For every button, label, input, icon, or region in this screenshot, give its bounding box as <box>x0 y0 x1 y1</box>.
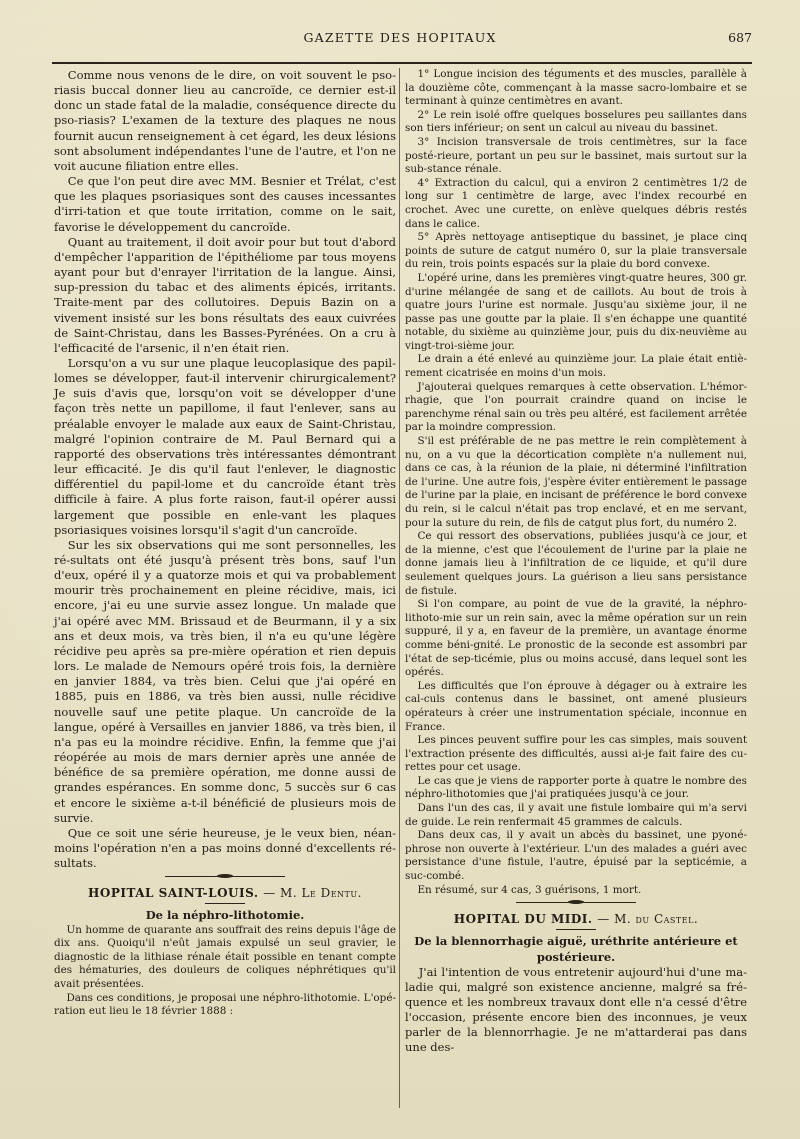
section-separator-rule <box>165 876 285 877</box>
paragraph: Sur les six observations qui me sont personnelles, les ré-sultats ont été jusqu'à présent très bons, sauf l'un d'eux, opéré il y a quatorze mois et qui va probablement mourir très prochainement en pleine récidive, mais, ici encore, j'ai eu une survie assez longue. Un malade que j'ai opéré avec MM. Brissaud et de Beurmann, il y a six ans et deux mois, va très bien, il n'a eu qu'une légère récidive peu après sa pre-mière opération et rien depuis lors. Le malade de Nemours opéré trois fois, la dernière en janvier 1884, va très bien. Celui que j'ai opéré en 1885, puis en 1886, va très bien aussi, nulle récidive nouvelle sauf une petite plaque. Un cancroïde de la langue, opéré à Versailles en janvier 1886, va très bien, il n'a pas eu la moindre récidive. Enfin, la femme que j'ai réopérée au mois de mars dernier après une année de bénéfice de sa première opération, me donne aussi de grandes espérances. En somme donc, 5 succès sur 6 cas et encore le sixième a-t-il bénéficié de plusieurs mois de survie. <box>54 537 396 825</box>
paragraph: Dans ces conditions, je proposai une néphro-lithotomie. L'opé-ration eut lieu le 18 février 1888 : <box>54 991 396 1018</box>
short-rule <box>556 929 596 930</box>
page-number: 687 <box>728 30 752 45</box>
section-subtitle: De la blennorrhagie aiguë, uréthrite antérieure et postérieure. <box>414 934 738 964</box>
paragraph: 1° Longue incision des téguments et des muscles, parallèle à la douzième côte, commençant à la masse sacro-lombaire et se terminant à quinze centimètres en avant. <box>405 68 747 108</box>
paragraph: Un homme de quarante ans souffrait des reins depuis l'âge de dix ans. Quoiqu'il n'eût jamais expulsé un seul gravier, le diagnostic de la lithiase rénale était possible en tenant compte des hématuries, des douleurs de coliques néphrétiques qu'il avait présentées. <box>54 923 396 990</box>
paragraph: J'ajouterai quelques remarques à cette observation. L'hémor-rhagie, que l'on pourrait craindre quand on incise le parenchyme rénal sain ou très peu altéré, est facilement arrêtée par la moindre compression. <box>405 380 747 434</box>
paragraph: En résumé, sur 4 cas, 3 guérisons, 1 mort. <box>417 883 642 896</box>
right-column <box>405 68 747 1056</box>
column-divider <box>399 68 400 1108</box>
paragraph: S'il est préférable de ne pas mettre le rein complètement à nu, on a vu que la décortication complète n'a nullement nui, dans ce cas, à la réunion de la plaie, ni déterminé l'infiltration de l'urine. Une autre fois, j'espère éviter entièrement le passage de l'urine par la plaie, en incisant de préférence le bord convexe du rein, si le calcul n'était pas trop enclavé, et en me servant, pour la suture du rein, de fils de catgut plus fort, du numéro 2. <box>405 435 747 529</box>
section-author: — M. Le Dentu. <box>263 886 362 901</box>
paragraph: Le drain a été enlevé au quinzième jour. La plaie était entiè-rement cicatrisée en moins d'un mois. <box>405 353 747 380</box>
paragraph: 2° Le rein isolé offre quelques bosselures peu saillantes dans son tiers inférieur; on sent un calcul au niveau du bassinet. <box>405 108 747 135</box>
paragraph: L'opéré urine, dans les premières vingt-quatre heures, 300 gr. d'urine mélangée de sang et de caillots. Au bout de trois à quatre jours l'urine est normale. Jusqu'au sixième jour, il ne passe pas une goutte par la plaie. Il s'en échappe une quantité notable, du sixième au quinzième jour, puis du dix-neuvième au vingt-troi-sième jour. <box>405 271 747 352</box>
running-header-title: GAZETTE DES HOPITAUX <box>303 30 497 45</box>
section-heading <box>54 886 396 901</box>
paragraph: Le cas que je viens de rapporter porte à quatre le nombre des néphro-lithotomies que j'ai pratiquées jusqu'à ce jour. <box>405 774 747 801</box>
section-heading <box>405 912 747 927</box>
section-subtitle: De la néphro-lithotomie. <box>145 908 305 923</box>
short-rule <box>205 903 245 904</box>
paragraph: Comme nous venons de le dire, on voit souvent le pso-riasis buccal donner lieu au cancroïde, ce dernier est-il donc un stade fatal de la maladie, conséquence directe du pso-riasis? L'examen de la texture des plaques ne nous fournit aucun renseignement à cet égard, les deux lésions sont absolument indépendantes l'une de l'autre, et l'on ne voit aucune filiation entre elles. <box>54 68 396 173</box>
section-hospital-title: HOPITAL SAINT-LOUIS. <box>88 886 259 901</box>
paragraph: 4° Extraction du calcul, qui a environ 2 centimètres 1/2 de long sur 1 centimètre de large, avec l'index recourbé en crochet. Avec une curette, on enlève quelques débris restés dans le calice. <box>405 176 747 230</box>
paragraph: 3° Incision transversale de trois centimètres, sur la face posté-rieure, portant un peu sur le bassinet, mais surtout sur la sub-stance rénale. <box>405 135 747 176</box>
section-author: — M. du Castel. <box>597 912 699 927</box>
section-separator-rule <box>516 902 636 903</box>
paragraph: Dans deux cas, il y avait un abcès du bassinet, une pyoné-phrose non ouverte à l'extérieur. L'un des malades a guéri avec persistance d'une fistule, l'autre, épuisé par la septicémie, a suc-combé. <box>405 829 747 883</box>
paragraph: Si l'on compare, au point de vue de la gravité, la néphro-lithoto-mie sur un rein sain, avec la même opération sur un rein suppuré, il y a, en faveur de la première, un avantage énorme comme béni-gnité. Le pronostic de la seconde est assombri par l'état de sep-ticémie, plus ou moins accusé, dans lequel sont les opérés. <box>405 598 747 679</box>
paragraph: Que ce soit une série heureuse, je le veux bien, néan-moins l'opération n'en a pas moins donné d'excellents ré-sultats. <box>54 825 396 871</box>
paragraph: Dans l'un des cas, il y avait une fistule lombaire qui m'a servi de guide. Le rein renfermait 45 grammes de calculs. <box>405 802 747 828</box>
section-hospital-title: HOPITAL DU MIDI. <box>453 912 593 927</box>
paragraph: Ce que l'on peut dire avec MM. Besnier et Trélat, c'est que les plaques psoriasiques sont des causes incessantes d'irri-tation et que toute irritation, comme on le sait, favorise le développement du cancroïde. <box>54 174 396 234</box>
paragraph: Lorsqu'on a vu sur une plaque leucoplasique des papil-lomes se développer, faut-il intervenir chirurgicalement? Je suis d'avis que, lorsqu'on voit se développer d'une façon très nette un papillome, il faut l'enlever, sans au préalable envoyer le malade aux eaux de Saint-Christau, malgré l'opinion contraire de M. Paul Bernard qui a rapporté des observations très intéressantes démontrant leur efficacité. Je dis qu'il faut l'enlever, le diagnostic différentiel du papil-lome et du cancroïde étant très difficile à faire. A plus forte raison, faut-il opérer aussi largement que possible en enle-vant les plaques psoriasiques voisines lorsqu'il s'agit d'un cancroïde. <box>54 355 396 537</box>
paragraph: Ce qui ressort des observations, publiées jusqu'à ce jour, et de la mienne, c'est que l'écoulement de l'urine par la plaie ne donne jamais lieu à l'infiltration de ce liquide, et qu'il dure seulement quelques jours. La guérison a lieu sans persistance de fistule. <box>405 530 747 597</box>
header-rule <box>52 62 752 64</box>
paragraph: Les pinces peuvent suffire pour les cas simples, mais souvent l'extraction présente des difficultés, aussi ai-je fait faire des cu-rettes pour cet usage. <box>405 734 747 774</box>
left-column <box>54 68 396 1019</box>
paragraph: Quant au traitement, il doit avoir pour but tout d'abord d'empêcher l'apparition de l'épithéliome par tous moyens ayant pour but d'enrayer l'irritation de la langue. Ainsi, sup-pression du tabac et des aliments épicés, irritants. Traite-ment par des collutoires. Depuis Bazin on a vivement insisté sur les bons résultats des eaux cuivrées de Saint-Christau, dans les Basses-Pyrénées. On a cru à l'efficacité de l'arsenic, il n'en était rien. <box>54 234 396 355</box>
paragraph: Les difficultés que l'on éprouve à dégager ou à extraire les cal-culs contenus dans le bassinet, ont amené plusieurs opérateurs à créer une instrumentation spéciale, inconnue en France. <box>405 679 747 733</box>
paragraph: 5° Après nettoyage antiseptique du bassinet, je place cinq points de suture de catgut numéro 0, sur la plaie transversale du rein, trois points espacés sur la plaie du bord convexe. <box>405 231 747 271</box>
paragraph: J'ai l'intention de vous entretenir aujourd'hui d'une ma-ladie qui, malgré son existence ancienne, malgré sa fré-quence et les nombreux travaux dont elle n'a cessé d'être l'occasion, présente encore bien des inconnues, je veux parler de la blennorrhagie. Je ne m'attarderai pas dans une des- <box>405 964 747 1055</box>
